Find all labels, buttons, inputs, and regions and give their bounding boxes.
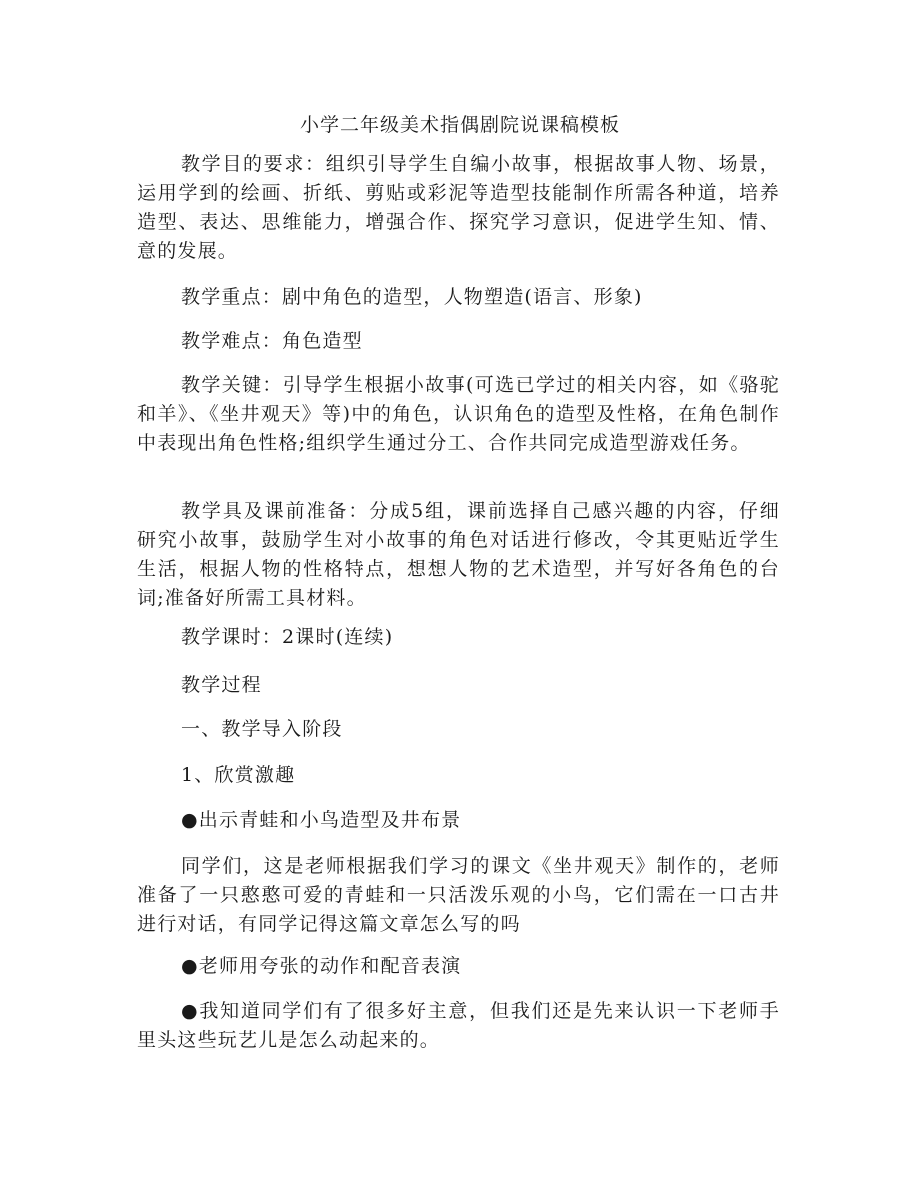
paragraph-key-points: 教学重点：剧中角色的造型，人物塑造(语言、形象) bbox=[181, 286, 643, 308]
paragraph-intro-speech: 同学们，这是老师根据我们学习的课文《坐井观天》制作的，老师准备了一只憨憨可爱的青蛙和一只活泼乐观的小鸟，它们需在一口古井进行对话，有同学记得这篇文章怎么写的吗 bbox=[137, 855, 780, 935]
paragraph-section-one: 一、教学导入阶段 bbox=[181, 718, 343, 740]
paragraph-key-approach: 教学关键：引导学生根据小故事(可选已学过的相关内容，如《骆驼和羊》、《坐井观天》等)中的角色，认识角色的造型及性格，在角色制作中表现出角色性格;组织学生通过分工、合作共同完成造型游戏任务。 bbox=[137, 374, 780, 454]
document-title: 小学二年级美术指偶剧院说课稿模板 bbox=[299, 114, 620, 136]
paragraph-preparation: 教学具及课前准备：分成5组，课前选择自己感兴趣的内容，仔细研究小故事，鼓励学生对小故事的角色对话进行修改，令其更贴近学生生活，根据人物的性格特点，想想人物的艺术造型，并写好各角色的台词;准备好所需工具材料。 bbox=[137, 500, 780, 609]
paragraph-difficulties: 教学难点：角色造型 bbox=[181, 330, 363, 352]
paragraph-process-heading: 教学过程 bbox=[181, 674, 262, 696]
paragraph-bullet-show: ●出示青蛙和小鸟造型及井布景 bbox=[181, 809, 462, 831]
paragraph-class-hours: 教学课时：2课时(连续) bbox=[181, 626, 394, 648]
paragraph-subsection-one: 1、欣赏激趣 bbox=[181, 764, 296, 786]
paragraph-objectives: 教学目的要求：组织引导学生自编小故事，根据故事人物、场景，运用学到的绘画、折纸、剪贴或彩泥等造型技能制作所需各种道，培养造型、表达、思维能力，增强合作、探究学习意识，促进学生知、情、意的发展。 bbox=[137, 153, 780, 262]
paragraph-bullet-ideas: ●我知道同学们有了很多好主意，但我们还是先来认识一下老师手里头这些玩艺儿是怎么动起来的。 bbox=[137, 1000, 780, 1051]
paragraph-bullet-perform: ●老师用夸张的动作和配音表演 bbox=[181, 955, 462, 977]
